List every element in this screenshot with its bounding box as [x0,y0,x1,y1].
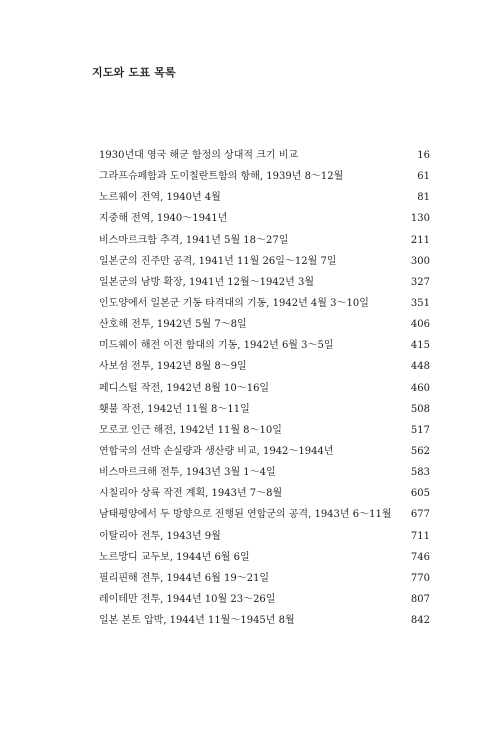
toc-entry [99,421,430,442]
toc-entry-label: 횃불 작전, 1942년 11월 8～11일 [99,403,250,415]
toc-entry [99,463,430,484]
toc-entry-label: 모로코 인근 해전, 1942년 11월 8～10일 [99,424,282,436]
toc-entry-page-number: 406 [410,319,430,331]
toc-entry-page-number: 842 [410,615,430,627]
toc-entry-page-number: 746 [410,551,430,563]
toc-entry-page-number: 605 [410,488,430,500]
toc-entry [99,231,430,252]
toc-entry [99,484,430,505]
toc-entry-page-number: 562 [410,445,430,457]
toc-entry [99,252,430,273]
toc-entry-label: 산호해 전투, 1942년 5월 7～8일 [99,319,247,331]
toc-entry-label: 인도양에서 일본군 기동 타격대의 기동, 1942년 4월 3～10일 [99,297,369,309]
toc-entry [99,188,430,209]
toc-entry-label: 1930년대 영국 해군 함정의 상대적 크기 비교 [99,150,299,161]
toc-entry-page-number: 460 [410,382,430,394]
toc-entry-page-number: 807 [410,593,430,605]
toc-entry-page-number: 16 [417,150,430,161]
toc-entry [99,379,430,400]
toc-entry-page-number: 81 [417,192,430,204]
toc-entry-page-number: 327 [410,276,430,288]
toc-entry [99,505,430,526]
toc-entry-page-number: 448 [410,361,430,373]
toc-entry [99,294,430,315]
toc-entry-page-number: 508 [410,403,430,415]
toc-entry [99,315,430,336]
toc-entry [99,611,430,632]
toc-entry-label: 지중해 전역, 1940～1941년 [99,213,228,225]
toc-entry [99,357,430,378]
toc-entry-page-number: 517 [410,424,430,436]
toc-entry-label: 필리핀해 전투, 1944년 6월 19～21일 [99,572,270,584]
toc-entry [99,527,430,548]
toc-entry-label: 레이테만 전투, 1944년 10월 23～26일 [99,593,276,605]
page-title: 지도와 도표 목록 [92,66,176,79]
toc-entry-label: 일본군의 진주만 공격, 1941년 11월 26일～12월 7일 [99,255,337,267]
toc-entry [99,442,430,463]
toc-entry-label: 그라프슈페함과 도이칠란트함의 항해, 1939년 8～12월 [99,171,344,183]
toc-entry-page-number: 770 [410,572,430,584]
toc-entry-label: 연합국의 선박 손실량과 생산량 비교, 1942～1944년 [99,445,334,457]
toc-entry-label: 사보섬 전투, 1942년 8월 8～9일 [99,361,247,373]
toc-entry-label: 비스마르크함 추격, 1941년 5월 18～27일 [99,234,289,246]
toc-entry-page-number: 300 [410,255,430,267]
toc-entry [99,590,430,611]
toc-entry-label: 이탈리아 전투, 1943년 9월 [99,530,221,542]
toc-entry-page-number: 583 [410,467,430,479]
toc-entry-page-number: 351 [410,297,430,309]
toc-entry-page-number: 415 [410,340,430,352]
toc-list [99,146,430,632]
toc-entry [99,209,430,230]
toc-entry [99,167,430,188]
toc-entry-page-number: 711 [410,530,430,542]
toc-entry-page-number: 211 [410,234,430,246]
toc-entry [99,569,430,590]
toc-entry-label: 시칠리아 상륙 작전 계획, 1943년 7～8월 [99,488,283,500]
toc-entry [99,336,430,357]
toc-entry-page-number: 130 [410,213,430,225]
toc-entry-page-number: 677 [410,509,430,521]
toc-entry-label: 남태평양에서 두 방향으로 진행된 연합군의 공격, 1943년 6～11월 [99,509,392,521]
toc-entry-label: 노르망디 교두보, 1944년 6월 6일 [99,551,250,563]
toc-entry-label: 페디스털 작전, 1942년 8월 10～16일 [99,382,270,394]
toc-entry-label: 미드웨이 해전 이전 함대의 기동, 1942년 6월 3～5일 [99,340,334,352]
toc-entry-label: 비스마르크해 전투, 1943년 3월 1～4일 [99,467,276,479]
toc-entry [99,400,430,421]
toc-entry-page-number: 61 [417,171,430,183]
toc-entry-label: 노르웨이 전역, 1940년 4월 [99,192,221,204]
toc-entry-label: 일본군의 남방 확장, 1941년 12월～1942년 3월 [99,276,314,288]
toc-entry-label: 일본 본토 압박, 1944년 11월～1945년 8월 [99,615,295,627]
toc-entry [99,273,430,294]
toc-entry [99,146,430,167]
toc-entry [99,548,430,569]
